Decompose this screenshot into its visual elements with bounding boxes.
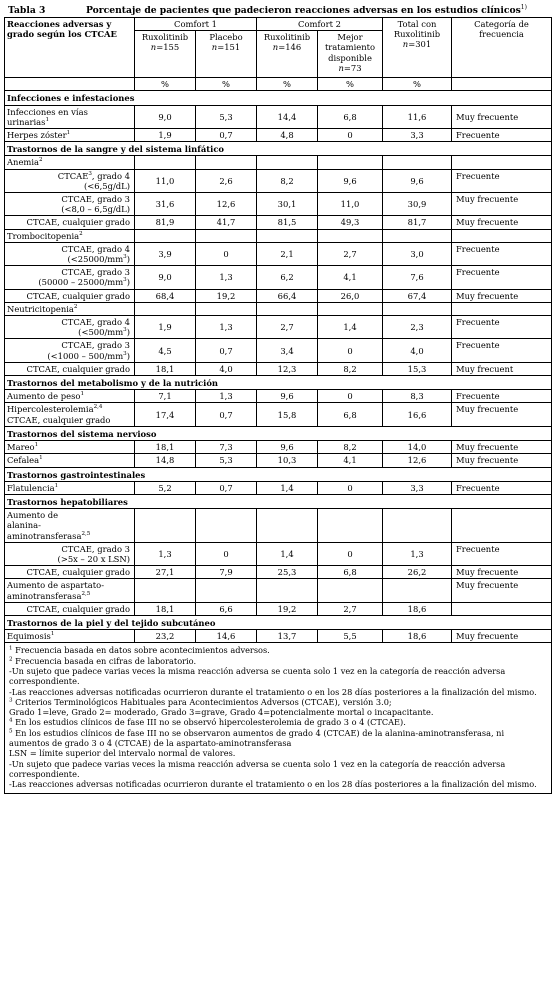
grade-label: CTCAE$^3$, grado 4 (<6,5g/dL) [5, 169, 135, 192]
value-cell: 3,3 [383, 481, 452, 494]
units-empty [5, 78, 135, 91]
value-cell: 0 [318, 481, 383, 494]
section-row [5, 494, 552, 508]
value-cell: 81,5 [257, 216, 318, 229]
value-cell: 4,5 [135, 339, 196, 362]
frequency-category: Muy frecuente [452, 441, 552, 454]
frequency-category: Frecuente [452, 316, 552, 339]
table-row [5, 242, 552, 265]
value-cell: 3,0 [383, 242, 452, 265]
value-cell: 9,0 [135, 266, 196, 289]
value-cell: 5,5 [318, 630, 383, 643]
value-cell: 41,7 [196, 216, 257, 229]
reaction-label: Anemia$^2$ [5, 156, 135, 169]
grade-label: CTCAE, cualquier grado [5, 362, 135, 375]
reaction-label: Infecciones en vías urinarias$^1$ [5, 105, 135, 128]
subgroup-row [5, 509, 552, 543]
footnote: $^3$ Criterios Terminológicos Habituales para Acontecimientos Adversos (CTCAE), versión 3.0; [9, 696, 392, 707]
table-row [5, 289, 552, 302]
col-header-total: Total con Ruxolitinib n=301 [383, 18, 452, 78]
value-cell: 13,7 [257, 630, 318, 643]
value-cell: 2,1 [257, 242, 318, 265]
value-cell: 2,6 [196, 169, 257, 192]
value-cell: 2,7 [257, 316, 318, 339]
frequency-category: Muy frecuente [452, 403, 552, 426]
frequency-category: Muy frecuente [452, 216, 552, 229]
frequency-category: Frecuente [452, 542, 552, 565]
frequency-category: Frecuente [452, 481, 552, 494]
section-title: Trastornos de la piel y del tejido subcutáneo [5, 615, 552, 629]
value-cell: 2,7 [318, 242, 383, 265]
section-title: Trastornos del sistema nervioso [5, 426, 552, 440]
value-cell: 16,6 [383, 403, 452, 426]
grade-label: CTCAE, cualquier grado [5, 216, 135, 229]
value-cell: 7,3 [196, 441, 257, 454]
value-cell: 8,2 [257, 169, 318, 192]
footnotes [5, 643, 552, 793]
frequency-category: Muy frecuente [452, 289, 552, 302]
value-cell: 0 [318, 542, 383, 565]
footnote: $^5$ En los estudios clínicos de fase III no se observaron aumentos de grado 4 (CTCAE) de la alanina-aminotransferasa, ni aumentos de grado 3 o 4 (CTCAE) de la aspartato-aminotransferasa [9, 727, 505, 749]
value-cell: 30,9 [383, 193, 452, 216]
reaction-label: Neutricitopenia$^2$ [5, 302, 135, 315]
value-cell: 1,9 [135, 316, 196, 339]
unit-percent: % [135, 78, 196, 91]
footnote: $^4$ En los estudios clínicos de fase III no se observó hipercolesterolemia de grado 3 o 4 (CTCAE). [9, 717, 406, 728]
footnote: -Las reacciones adversas notificadas ocurrieron durante el tratamiento o en los 28 días posteriores a la finalización del mismo. [9, 686, 537, 697]
table-row [5, 339, 552, 362]
value-cell: 15,3 [383, 362, 452, 375]
frequency-category: Muy frecuent [452, 362, 552, 375]
header-row-1 [5, 18, 552, 31]
value-cell: 30,1 [257, 193, 318, 216]
value-cell: 1,3 [383, 542, 452, 565]
table-row [5, 481, 552, 494]
value-cell: 12,6 [196, 193, 257, 216]
value-cell: 5,3 [196, 105, 257, 128]
col-header-reactions: Reacciones adversas y grado según los CTCAE [5, 18, 135, 78]
value-cell: 5,2 [135, 481, 196, 494]
footnote: -Un sujeto que padece varias veces la misma reacción adversa se cuenta solo 1 vez en la categoría de reacción adversa correspondiente. [9, 758, 506, 779]
frequency-category: Frecuente [452, 242, 552, 265]
value-cell: 81,9 [135, 216, 196, 229]
value-cell: 14,0 [383, 441, 452, 454]
frequency-category [452, 602, 552, 615]
value-cell: 18,6 [383, 630, 452, 643]
value-cell: 2,7 [318, 602, 383, 615]
value-cell: 67,4 [383, 289, 452, 302]
document-page [4, 0, 551, 794]
section-row [5, 615, 552, 629]
value-cell: 49,3 [318, 216, 383, 229]
table-row [5, 316, 552, 339]
grade-label: CTCAE, cualquier grado [5, 289, 135, 302]
value-cell: 8,3 [383, 390, 452, 403]
unit-percent: % [257, 78, 318, 91]
footnote: Grado 1=leve, Grado 2= moderado, Grado 3=grave, Grado 4=potencialmente mortal o incapacitante. [9, 707, 434, 718]
reaction-label: Trombocitopenia$^2$ [5, 229, 135, 242]
frequency-category: Muy frecuente [452, 454, 552, 467]
value-cell: 23,2 [135, 630, 196, 643]
value-cell: 18,1 [135, 362, 196, 375]
value-cell: 7,9 [196, 566, 257, 579]
table-row [5, 362, 552, 375]
reaction-label: Aumento de alanina- aminotransferasa$^{2,5}$ [5, 509, 135, 543]
adverse-reactions-table [4, 17, 552, 794]
value-cell: 2,3 [383, 316, 452, 339]
value-cell: 25,3 [257, 566, 318, 579]
value-cell: 6,8 [318, 105, 383, 128]
value-cell: 1,9 [135, 129, 196, 142]
value-cell: 1,3 [196, 390, 257, 403]
section-title: Trastornos gastrointestinales [5, 467, 552, 481]
value-cell: 0,7 [196, 403, 257, 426]
value-cell: 4,8 [257, 129, 318, 142]
grade-label: CTCAE, grado 3 $(<1000 - 500/mm^3)$ [5, 339, 135, 362]
value-cell: 3,3 [383, 129, 452, 142]
value-cell: 68,4 [135, 289, 196, 302]
unit-percent: % [318, 78, 383, 91]
value-cell: 6,6 [196, 602, 257, 615]
header-units-row [5, 78, 552, 91]
section-title: Trastornos hepatobiliares [5, 494, 552, 508]
value-cell: 3,4 [257, 339, 318, 362]
subgroup-row [5, 156, 552, 169]
value-cell: 26,2 [383, 566, 452, 579]
value-cell: 7,6 [383, 266, 452, 289]
value-cell: 6,2 [257, 266, 318, 289]
frequency-category: Frecuente [452, 266, 552, 289]
value-cell: 18,6 [383, 602, 452, 615]
value-cell: 5,3 [196, 454, 257, 467]
frequency-category: Muy frecuente [452, 579, 552, 602]
value-cell: 0 [318, 339, 383, 362]
subgroup-row [5, 302, 552, 315]
value-cell: 18,1 [135, 602, 196, 615]
table-row [5, 566, 552, 579]
value-cell: 9,0 [135, 105, 196, 128]
section-row [5, 376, 552, 390]
value-cell: 8,2 [318, 362, 383, 375]
value-cell: 17,4 [135, 403, 196, 426]
value-cell: 0 [318, 390, 383, 403]
section-row [5, 426, 552, 440]
frequency-category: Muy frecuente [452, 566, 552, 579]
col-header-placebo: Placebo n=151 [196, 31, 257, 78]
unit-percent: % [196, 78, 257, 91]
reaction-label: Equimosis$^1$ [5, 630, 135, 643]
value-cell: 0,7 [196, 481, 257, 494]
table-row [5, 390, 552, 403]
value-cell: 11,6 [383, 105, 452, 128]
section-title: Trastornos del metabolismo y de la nutrición [5, 376, 552, 390]
value-cell: 0,7 [196, 129, 257, 142]
value-cell: 1,3 [196, 316, 257, 339]
reaction-label: Cefalea$^1$ [5, 454, 135, 467]
value-cell: 9,6 [383, 169, 452, 192]
table-row [5, 441, 552, 454]
grade-label: CTCAE, grado 4 $(<500/mm^3)$ [5, 316, 135, 339]
grade-label: CTCAE, grado 3 (<8,0 – 6,5g/dL) [5, 193, 135, 216]
value-cell: 1,3 [135, 542, 196, 565]
reaction-label: Herpes zóster$^1$ [5, 129, 135, 142]
value-cell: 4,0 [383, 339, 452, 362]
value-cell: 31,6 [135, 193, 196, 216]
value-cell: 18,1 [135, 441, 196, 454]
value-cell: 66,4 [257, 289, 318, 302]
value-cell: 11,0 [318, 193, 383, 216]
reaction-label: Mareo$^1$ [5, 441, 135, 454]
grade-label: CTCAE, cualquier grado [5, 602, 135, 615]
table-row [5, 216, 552, 229]
value-cell: 0,7 [196, 339, 257, 362]
footnote: LSN = límite superior del intervalo normal de valores. [9, 748, 236, 759]
value-cell: 27,1 [135, 566, 196, 579]
footnote: $^1$ Frecuencia basada en datos sobre acontecimientos adversos. [9, 645, 270, 656]
col-header-ruxolitinib-2: Ruxolitinib n=146 [257, 31, 318, 78]
table-row [5, 454, 552, 467]
value-cell: 0 [196, 542, 257, 565]
value-cell: 0 [196, 242, 257, 265]
value-cell: 19,2 [196, 289, 257, 302]
reaction-label: Aumento de peso$^1$ [5, 390, 135, 403]
value-cell: 9,6 [318, 169, 383, 192]
value-cell: 11,0 [135, 169, 196, 192]
value-cell: 1,4 [257, 481, 318, 494]
value-cell: 12,3 [257, 362, 318, 375]
table-caption [4, 4, 551, 17]
col-header-comfort1: Comfort 1 [135, 18, 257, 31]
footnote: -Las reacciones adversas notificadas ocurrieron durante el tratamiento o en los 28 días posteriores a la finalización del mismo. [9, 779, 537, 790]
value-cell: 7,1 [135, 390, 196, 403]
grade-label: CTCAE, grado 3 (>5x – 20 x LSN) [5, 542, 135, 565]
col-header-comfort2: Comfort 2 [257, 18, 383, 31]
table-row [5, 403, 552, 426]
frequency-category: Frecuente [452, 390, 552, 403]
table-row [5, 602, 552, 615]
subgroup-row [5, 229, 552, 242]
section-title: Trastornos de la sangre y del sistema linfático [5, 142, 552, 156]
col-header-category: Categoría de frecuencia [452, 18, 552, 78]
section-row [5, 142, 552, 156]
table-row [5, 193, 552, 216]
table-row [5, 169, 552, 192]
value-cell: 1,4 [257, 542, 318, 565]
col-header-ruxolitinib-1: Ruxolitinib n=155 [135, 31, 196, 78]
value-cell: 12,6 [383, 454, 452, 467]
table-number: Tabla 3 [8, 5, 46, 16]
frequency-category: Frecuente [452, 169, 552, 192]
footnotes-row [5, 643, 552, 793]
frequency-category: Muy frecuente [452, 105, 552, 128]
table-row [5, 542, 552, 565]
footnote: $^2$ Frecuencia basada en cifras de laboratorio. [9, 655, 197, 666]
value-cell: 4,1 [318, 454, 383, 467]
table-row [5, 105, 552, 128]
grade-label: CTCAE, grado 3 $(50000 - 25000/mm^3)$ [5, 266, 135, 289]
table-row [5, 630, 552, 643]
unit-percent: % [383, 78, 452, 91]
section-row [5, 91, 552, 105]
value-cell: 14,6 [196, 630, 257, 643]
table-row [5, 266, 552, 289]
value-cell: 6,8 [318, 403, 383, 426]
value-cell: 14,4 [257, 105, 318, 128]
frequency-category: Frecuente [452, 129, 552, 142]
value-cell: 8,2 [318, 441, 383, 454]
value-cell: 6,8 [318, 566, 383, 579]
value-cell: 9,6 [257, 441, 318, 454]
value-cell: 4,1 [318, 266, 383, 289]
grade-label: CTCAE, cualquier grado [5, 566, 135, 579]
footnote: -Un sujeto que padece varias veces la misma reacción adversa se cuenta solo 1 vez en la categoría de reacción adversa correspondiente. [9, 665, 506, 687]
value-cell: 0 [318, 129, 383, 142]
frequency-category: Frecuente [452, 339, 552, 362]
value-cell: 3,9 [135, 242, 196, 265]
value-cell: 14,8 [135, 454, 196, 467]
value-cell: 4,0 [196, 362, 257, 375]
value-cell: 10,3 [257, 454, 318, 467]
reaction-label: Hipercolesterolemia$^{2,4}$ CTCAE, cualquier grado [5, 403, 135, 426]
value-cell: 1,3 [196, 266, 257, 289]
subgroup-row [5, 579, 552, 602]
table-title: Porcentaje de pacientes que padecieron reacciones adversas en los estudios clínicos$^{1)}$ [86, 3, 527, 16]
reaction-label: Flatulencia$^1$ [5, 481, 135, 494]
frequency-category: Muy frecuente [452, 193, 552, 216]
value-cell: 26,0 [318, 289, 383, 302]
value-cell: 15,8 [257, 403, 318, 426]
value-cell: 19,2 [257, 602, 318, 615]
frequency-category: Muy frecuente [452, 630, 552, 643]
col-header-best-treatment: Mejor tratamiento disponible n=73 [318, 31, 383, 78]
section-row [5, 467, 552, 481]
value-cell: 9,6 [257, 390, 318, 403]
section-title: Infecciones e infestaciones [5, 91, 552, 105]
value-cell: 1,4 [318, 316, 383, 339]
grade-label: CTCAE, grado 4 $(<25000/mm^3)$ [5, 242, 135, 265]
units-empty [452, 78, 552, 91]
reaction-label: Aumento de aspartato- aminotransferasa$^{2,5}$ [5, 579, 135, 602]
table-row [5, 129, 552, 142]
value-cell: 81,7 [383, 216, 452, 229]
